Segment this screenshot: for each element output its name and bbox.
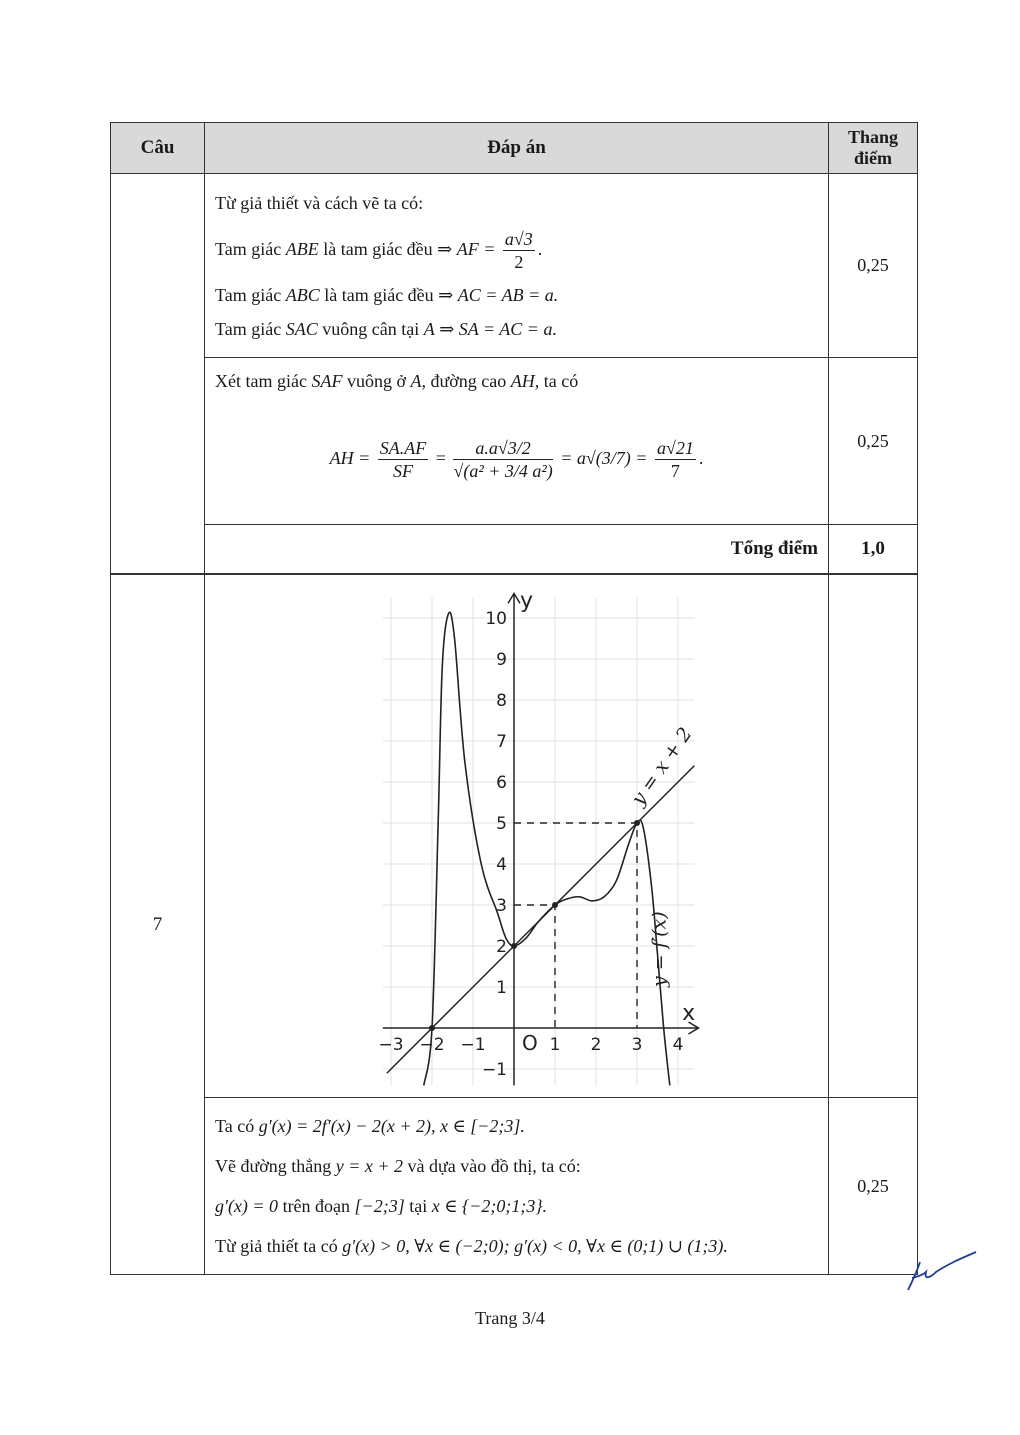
x-tick-label: −3 [378,1035,404,1055]
intersection-point [511,943,517,949]
origin-label: O [522,1031,538,1055]
y-tick-label: −1 [481,1060,507,1080]
s3-line3: g′(x) = 0 trên đoạn [−2;3] tại x ∈ {−2;0;1;3}. [215,1196,548,1216]
s2-formula: AH = $\frac{SA.AF}{SF}$ = $\frac{a.a√3/2}{\text{√(a² + 3/4 a²)}}$ = a√(3/7) = $\frac{a√21}{7}$ . [329,438,704,482]
page-footer: Trang 3/4 [475,1308,545,1328]
score-cell-graph [829,574,918,1098]
x-tick-label: −1 [460,1035,486,1055]
header-cau: Câu [111,123,205,174]
table-header-row [111,123,918,174]
derivative-graph [205,575,828,1097]
answer-table [110,122,918,1275]
line-label: y = x + 2 [627,723,697,810]
dashed-guide [514,823,637,1028]
curve-f-prime [424,612,670,1085]
total-label: Tổng điểm [205,525,829,575]
y-tick-label: 3 [496,896,507,916]
table-row [111,574,918,1098]
table-row [111,1098,918,1275]
score-cell-2: 0,25 [829,358,918,525]
y-tick-label: 1 [496,978,507,998]
total-row [111,525,918,575]
s3-line1: Ta có g′(x) = 2f′(x) − 2(x + 2), x ∈ [−2;3]. [215,1116,525,1136]
score-cell-3: 0,25 [829,1098,918,1275]
y-tick-label: 5 [496,814,507,834]
curve-label: y = f′(x) [648,911,671,987]
s1-line1: Tam giác ABE là tam giác đều ⇒ AF = $\frac{a√3}{2}$ . [215,228,543,272]
y-tick-label: 6 [496,773,507,793]
x-tick-label: −2 [419,1035,445,1055]
y-tick-label: 2 [496,937,507,957]
graph-cell [205,574,829,1098]
cau-cell-empty [111,174,205,575]
x-tick-label: 1 [549,1035,561,1055]
intersection-point [429,1025,435,1031]
answer-cell-1 [205,174,829,358]
y-tick-label: 10 [485,609,507,629]
score-cell-1: 0,25 [829,174,918,358]
x-tick-label: 3 [631,1035,643,1055]
answer-cell-3 [205,1098,829,1275]
cau-number: 7 [111,574,205,1275]
s1-intro: Từ giả thiết và cách vẽ ta có: [215,192,424,213]
intersection-point [634,820,640,826]
dashed-guide [514,905,555,1028]
table-row [111,358,918,525]
header-dap-an: Đáp án [205,123,829,174]
x-tick-label: 2 [590,1035,602,1055]
s1-line2: Tam giác ABC là tam giác đều ⇒ AC = AB = a. [215,284,559,305]
y-axis-label: y [520,588,534,614]
x-axis-label: x [682,1001,696,1026]
intersection-point [552,902,558,908]
y-tick-label: 9 [496,650,507,670]
s1-line3: Tam giác SAC vuông cân tại A ⇒ SA = AC = a. [215,318,557,339]
signature-mark [900,1248,980,1298]
y-tick-label: 7 [496,732,507,752]
answer-cell-2 [205,358,829,525]
s3-line4: Từ giả thiết ta có g′(x) > 0, ∀x ∈ (−2;0); g′(x) < 0, ∀x ∈ (0;1) ∪ (1;3). [215,1236,728,1256]
header-thang-diem: Thang điểm [829,123,918,174]
s2-intro: Xét tam giác SAF vuông ở A, đường cao AH, ta có [215,371,579,391]
total-value: 1,0 [829,525,918,575]
s3-line2: Vẽ đường thẳng y = x + 2 và dựa vào đồ thị, ta có: [215,1156,581,1176]
y-tick-label: 4 [496,855,507,875]
table-row [111,174,918,358]
x-tick-label: 4 [672,1035,684,1055]
y-tick-label: 8 [496,691,507,711]
